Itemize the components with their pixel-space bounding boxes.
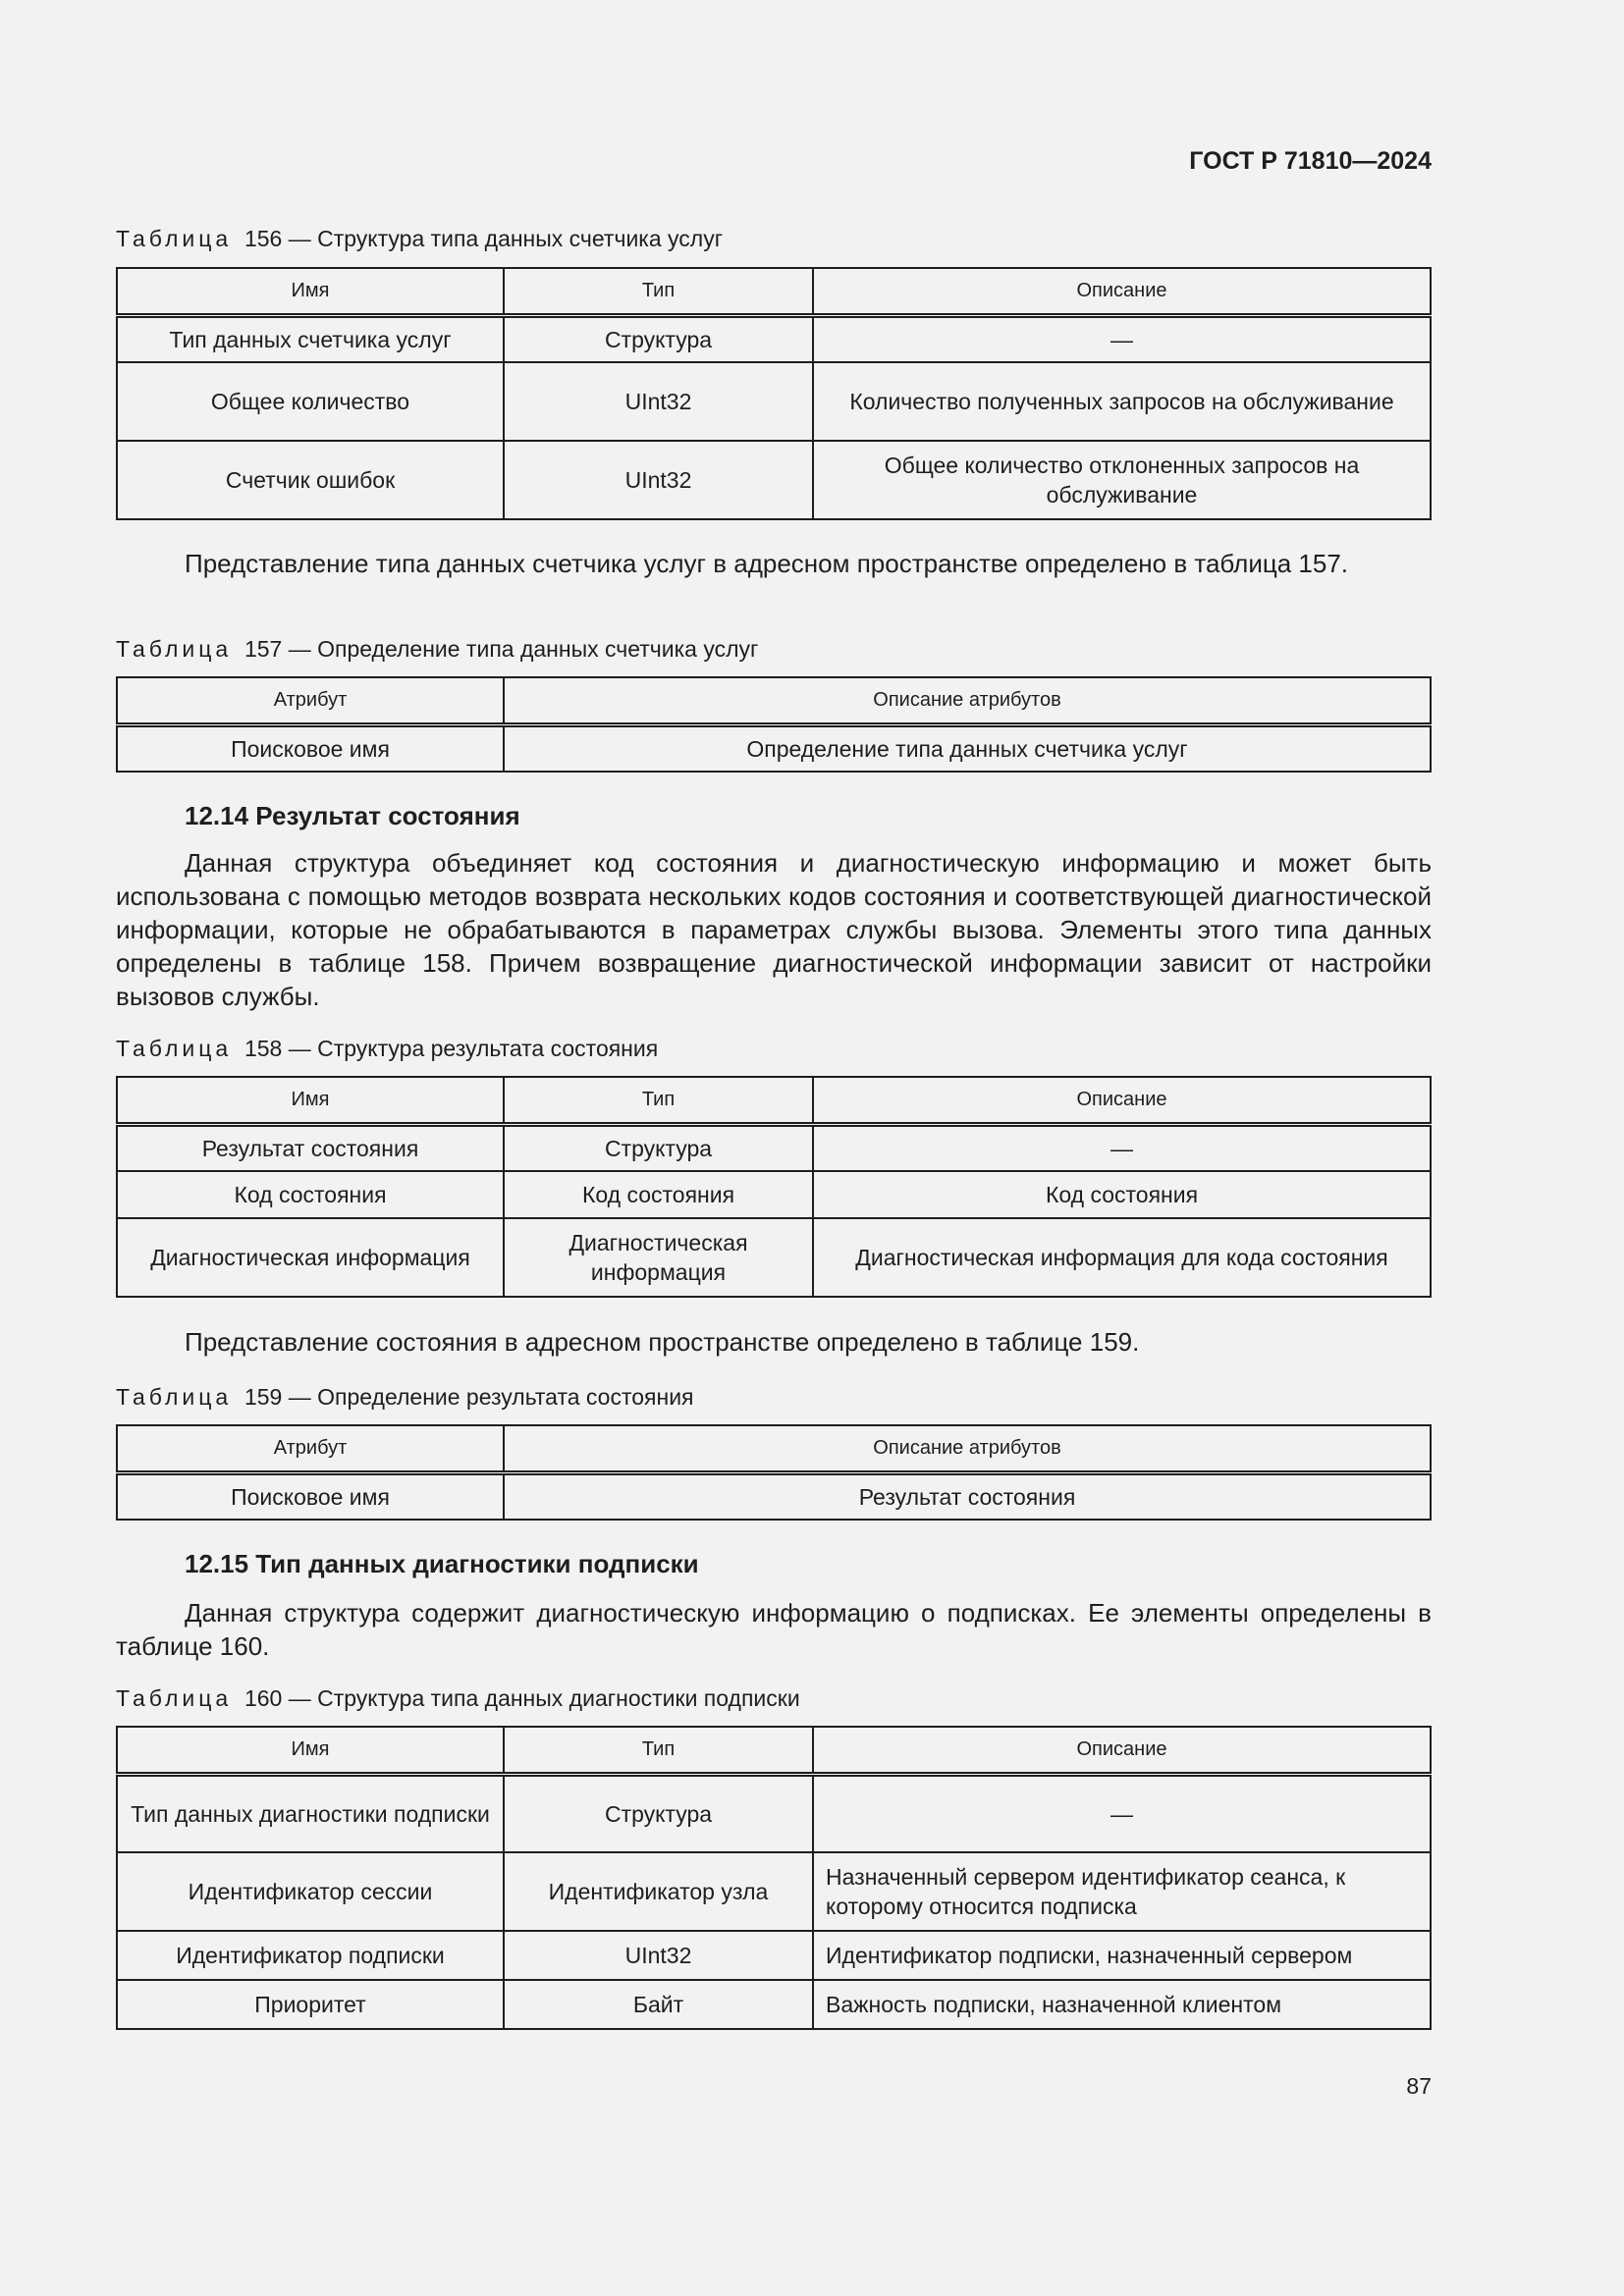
cell: Диагностическая информация для кода состояния xyxy=(813,1218,1431,1297)
table-header-row xyxy=(117,1727,1431,1774)
header-cell: Описание атрибутов xyxy=(504,1425,1431,1472)
table-row xyxy=(117,724,1431,772)
caption-text: 158 — Структура результата состояния xyxy=(244,1036,659,1061)
cell: Тип данных счетчика услуг xyxy=(117,315,504,362)
header-cell: Описание xyxy=(813,1727,1431,1774)
cell: Определение типа данных счетчика услуг xyxy=(504,724,1431,772)
document-header: ГОСТ Р 71810—2024 xyxy=(1189,147,1432,175)
cell: Диагностическая информация xyxy=(117,1218,504,1297)
table-158 xyxy=(116,1076,1432,1298)
header-cell: Имя xyxy=(117,1077,504,1124)
cell: Тип данных диагностики подписки xyxy=(117,1774,504,1852)
cell: Структура xyxy=(504,1124,813,1171)
caption-word: Таблица xyxy=(116,636,233,662)
cell: Код состояния xyxy=(813,1171,1431,1218)
section-heading-12-15: 12.15 Тип данных диагностики подписки xyxy=(185,1549,699,1578)
cell: Важность подписки, назначенной клиентом xyxy=(813,1980,1431,2029)
table-row xyxy=(117,1931,1431,1980)
cell: Результат состояния xyxy=(117,1124,504,1171)
cell: Идентификатор подписки, назначенный сервером xyxy=(813,1931,1431,1980)
caption-text: 159 — Определение результата состояния xyxy=(244,1384,694,1410)
caption-word: Таблица xyxy=(116,226,233,251)
cell: Поисковое имя xyxy=(117,1472,504,1520)
paragraph xyxy=(116,1596,1432,1663)
table-row xyxy=(117,1472,1431,1520)
cell: UInt32 xyxy=(504,1931,813,1980)
cell: Байт xyxy=(504,1980,813,2029)
table-row xyxy=(117,1124,1431,1171)
caption-text: 157 — Определение типа данных счетчика услуг xyxy=(244,636,759,662)
paragraph-text: Представление типа данных счетчика услуг в адресном пространстве определено в таблица 157. xyxy=(185,549,1349,578)
table-159 xyxy=(116,1424,1432,1521)
table-row xyxy=(117,1218,1431,1297)
table-header-row xyxy=(117,1425,1431,1472)
table-row xyxy=(117,441,1431,519)
header-cell: Тип xyxy=(504,1727,813,1774)
cell: Идентификатор подписки xyxy=(117,1931,504,1980)
cell: Результат состояния xyxy=(504,1472,1431,1520)
caption-text: 156 — Структура типа данных счетчика услуг xyxy=(244,226,724,251)
cell: Количество полученных запросов на обслуживание xyxy=(813,362,1431,441)
table-header-row xyxy=(117,268,1431,315)
table-158-caption xyxy=(116,1036,658,1062)
cell: Идентификатор узла xyxy=(504,1852,813,1931)
cell: Код состояния xyxy=(504,1171,813,1218)
caption-word: Таблица xyxy=(116,1685,233,1711)
header-cell: Атрибут xyxy=(117,677,504,724)
table-header-row xyxy=(117,1077,1431,1124)
paragraph xyxy=(116,547,1432,580)
paragraph xyxy=(116,846,1432,1013)
header-cell: Описание атрибутов xyxy=(504,677,1431,724)
table-row xyxy=(117,362,1431,441)
cell: Счетчик ошибок xyxy=(117,441,504,519)
table-156 xyxy=(116,267,1432,520)
header-cell: Описание xyxy=(813,268,1431,315)
header-cell: Тип xyxy=(504,1077,813,1124)
table-159-caption xyxy=(116,1384,694,1411)
cell: — xyxy=(813,1774,1431,1852)
table-header-row xyxy=(117,677,1431,724)
paragraph xyxy=(116,1325,1432,1359)
cell: UInt32 xyxy=(504,441,813,519)
header-cell: Тип xyxy=(504,268,813,315)
header-cell: Имя xyxy=(117,268,504,315)
cell: UInt32 xyxy=(504,362,813,441)
paragraph-text: Данная структура содержит диагностическую информацию о подписках. Ее элементы определены в таблице 160. xyxy=(116,1598,1432,1661)
cell: Структура xyxy=(504,1774,813,1852)
cell: Общее количество xyxy=(117,362,504,441)
cell: — xyxy=(813,315,1431,362)
cell: Приоритет xyxy=(117,1980,504,2029)
table-row xyxy=(117,1980,1431,2029)
cell: Код состояния xyxy=(117,1171,504,1218)
table-156-caption xyxy=(116,226,723,252)
cell: Структура xyxy=(504,315,813,362)
table-row xyxy=(117,1774,1431,1852)
document-page xyxy=(116,0,1432,2296)
page-number: 87 xyxy=(1406,2073,1432,2099)
table-160 xyxy=(116,1726,1432,2030)
table-157-caption xyxy=(116,636,758,663)
cell: — xyxy=(813,1124,1431,1171)
caption-text: 160 — Структура типа данных диагностики подписки xyxy=(244,1685,800,1711)
paragraph-text: Представление состояния в адресном пространстве определено в таблице 159. xyxy=(185,1327,1140,1357)
header-cell: Атрибут xyxy=(117,1425,504,1472)
header-cell: Описание xyxy=(813,1077,1431,1124)
cell: Назначенный сервером идентификатор сеанса, к которому относится подписка xyxy=(813,1852,1431,1931)
table-row xyxy=(117,315,1431,362)
cell: Диагностическая информация xyxy=(504,1218,813,1297)
table-157 xyxy=(116,676,1432,773)
table-row xyxy=(117,1852,1431,1931)
caption-word: Таблица xyxy=(116,1036,233,1061)
paragraph-text: Данная структура объединяет код состояния и диагностическую информацию и может быть использована с помощью методов возврата нескольких кодов состояния и соответствующей диагностической информации, которые не обрабатываются в параметрах службы вызова. Элементы этого типа данных определены в таблице 158. Причем возвращение диагностической информации зависит от настройки вызовов службы. xyxy=(116,848,1432,1011)
table-160-caption xyxy=(116,1685,800,1712)
cell: Идентификатор сессии xyxy=(117,1852,504,1931)
table-row xyxy=(117,1171,1431,1218)
section-heading-12-14: 12.14 Результат состояния xyxy=(185,801,520,830)
header-cell: Имя xyxy=(117,1727,504,1774)
cell: Поисковое имя xyxy=(117,724,504,772)
caption-word: Таблица xyxy=(116,1384,233,1410)
cell: Общее количество отклоненных запросов на обслуживание xyxy=(813,441,1431,519)
